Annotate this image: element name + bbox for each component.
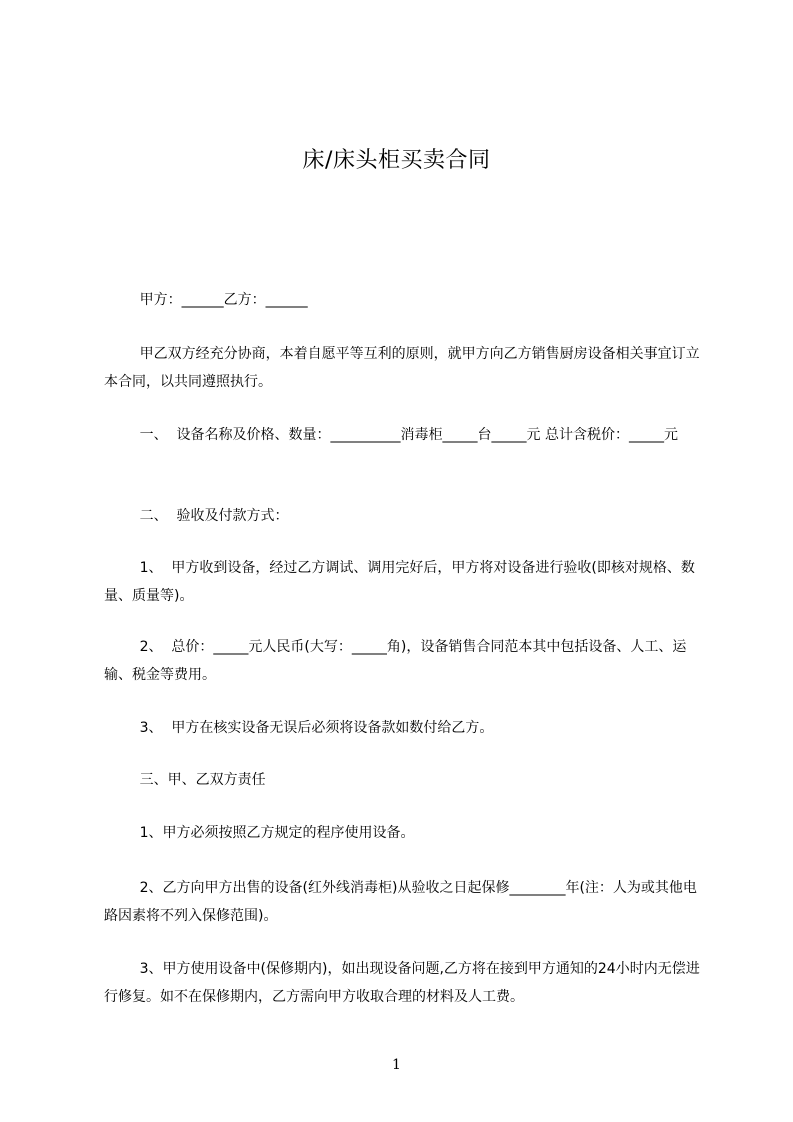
section-3-item-1: 1、甲方必须按照乙方规定的程序使用设备。: [104, 825, 415, 841]
section-3-item-3: 3、甲方使用设备中(保修期内)，如出现设备问题,乙方将在接到甲方通知的24小时内无偿进行修复。如不在保修期内，乙方需向甲方收取合理的材料及人工费。: [104, 961, 700, 1005]
section-1-equipment: 一、 设备名称及价格、数量：__________消毒柜_____台_____元 总计含税价：_____元: [104, 427, 678, 443]
parties-line: 甲方：______乙方：______: [104, 292, 308, 308]
section-2-heading: 二、 验收及付款方式：: [104, 508, 289, 524]
section-2-item-2: 2、 总价：_____元人民币(大写：_____角)，设备销售合同范本其中包括设备、人工、运输、税金等费用。: [104, 639, 687, 683]
page-title: 床/床头柜买卖合同: [302, 148, 491, 173]
preamble-paragraph: 甲乙双方经充分协商，本着自愿平等互利的原则，就甲方向乙方销售厨房设备相关事宜订立本合同，以共同遵照执行。: [104, 346, 700, 390]
section-3-heading: 三、甲、乙双方责任: [104, 772, 266, 788]
section-2-item-1: 1、 甲方收到设备，经过乙方调试、调用完好后，甲方将对设备进行验收(即核对规格、数量、质量等)。: [104, 560, 695, 604]
page-number: 1: [392, 1057, 401, 1073]
section-2-item-3: 3、 甲方在核实设备无误后必须将设备款如数付给乙方。: [104, 720, 494, 736]
section-3-item-2: 2、乙方向甲方出售的设备(红外线消毒柜)从验收之日起保修________年(注：人为或其他电路因素将不列入保修范围)。: [104, 880, 697, 924]
